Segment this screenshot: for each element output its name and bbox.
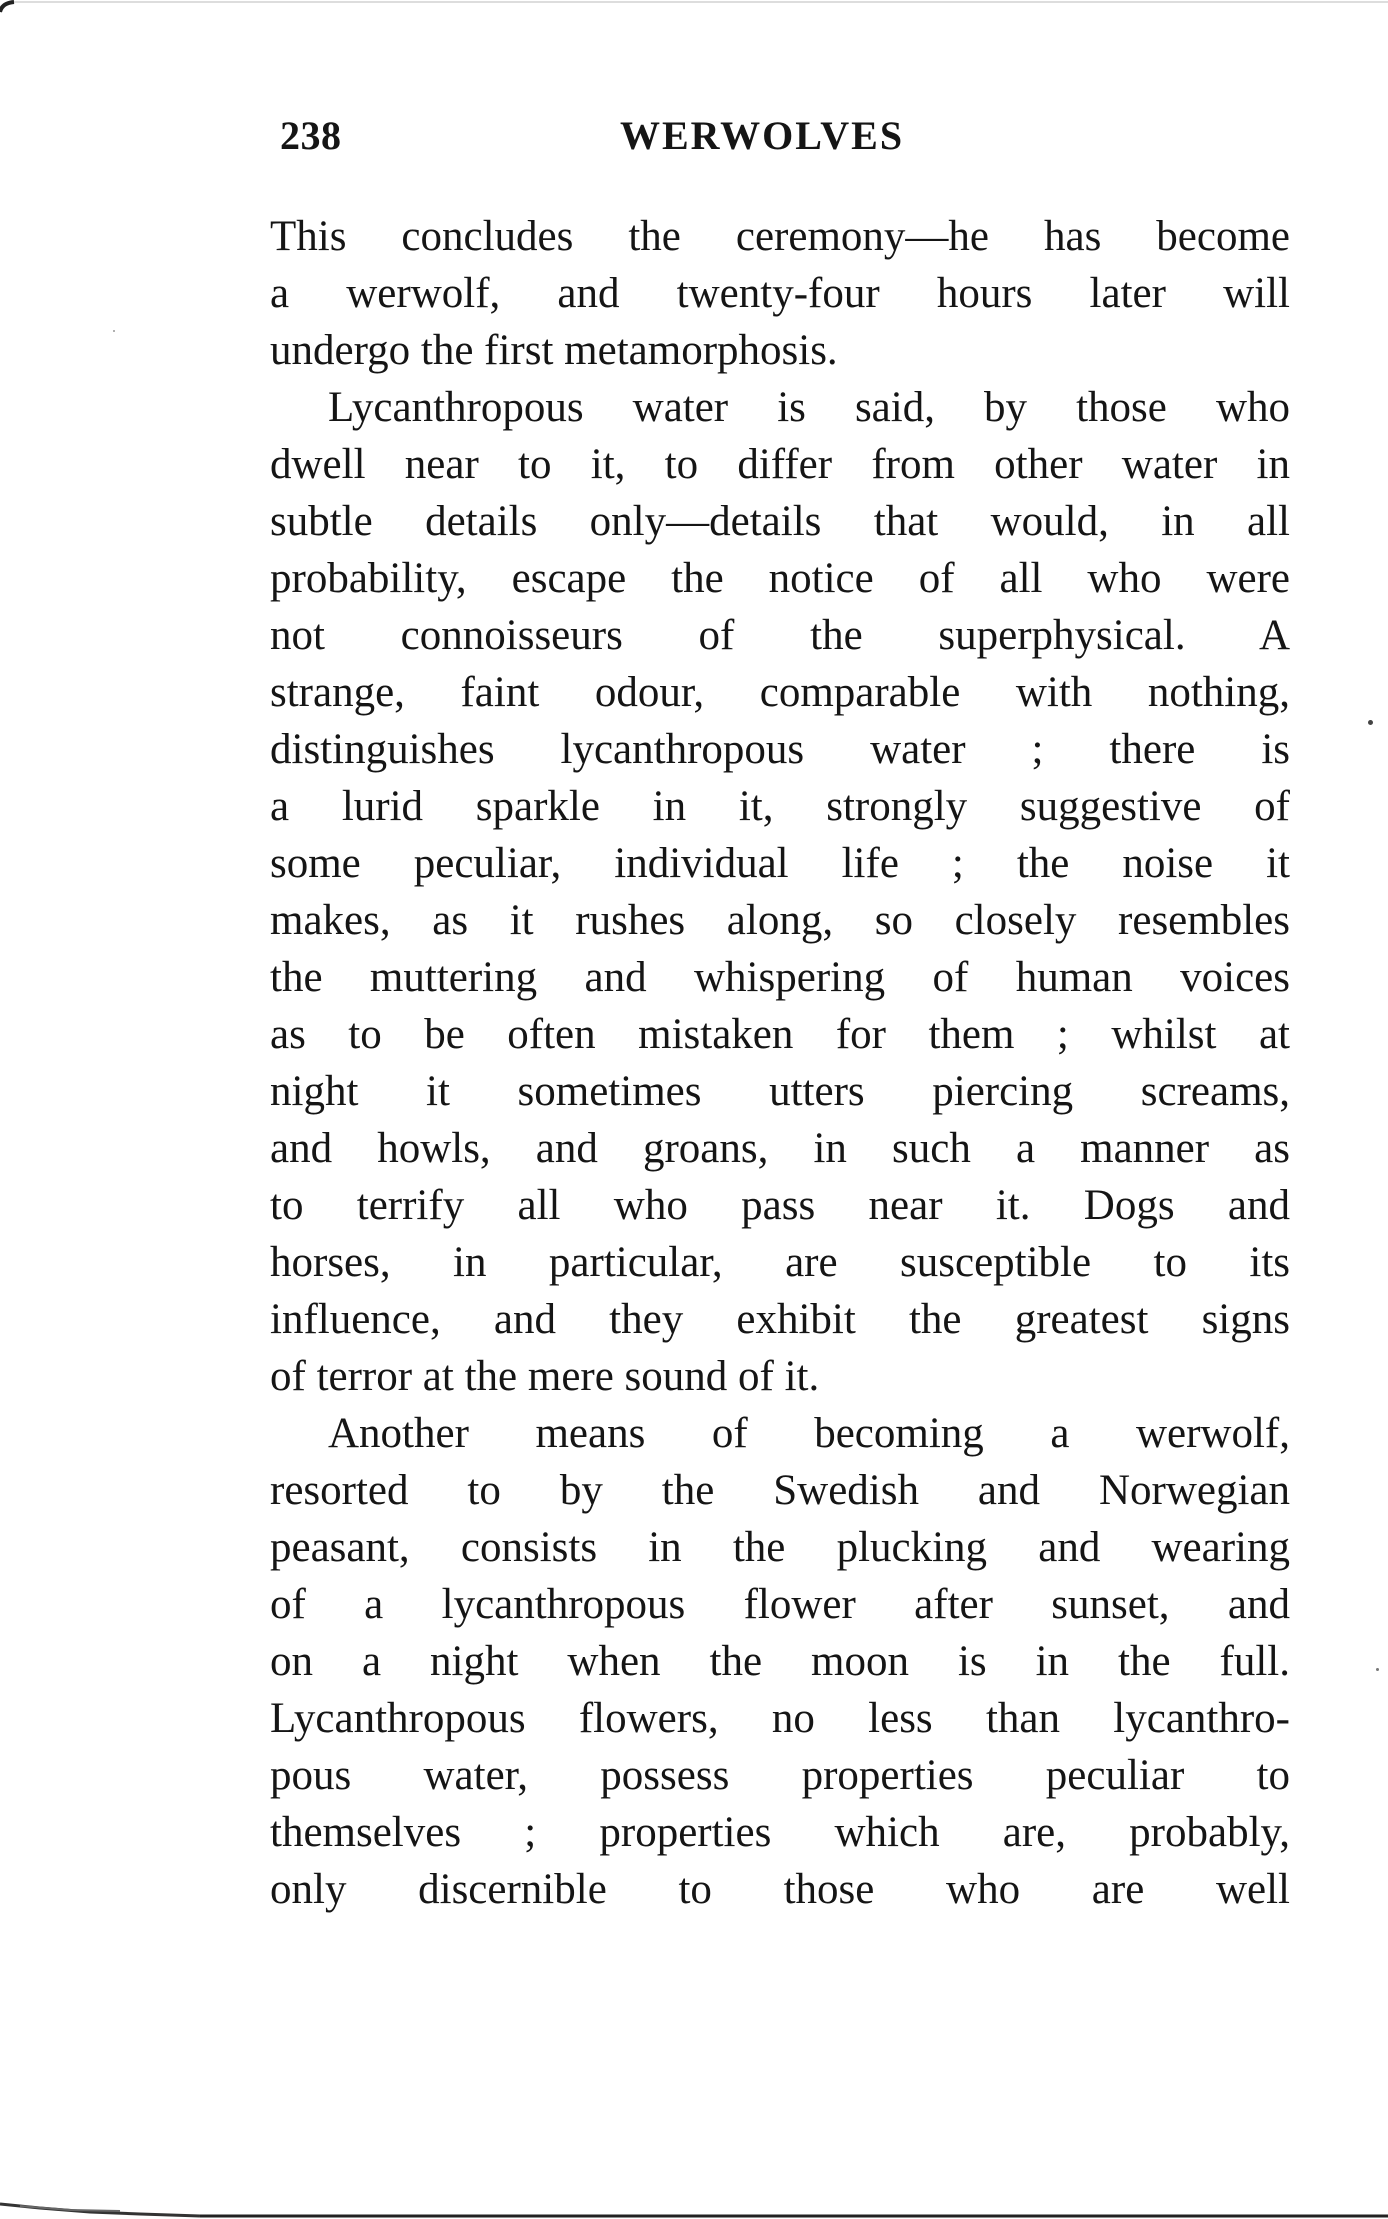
- text-line: of terror at the mere sound of it.: [270, 1353, 820, 1400]
- text-line: pous water, possess properties peculiar to: [270, 1752, 1290, 1799]
- text-line: Lycanthropous flowers, no less than lycanthro-: [270, 1695, 1290, 1742]
- page-edge-mark: [0, 0, 1388, 14]
- text-line: resorted to by the Swedish and Norwegian: [270, 1467, 1290, 1514]
- page-header: [280, 112, 1300, 172]
- text-line: themselves ; properties which are, probably,: [270, 1809, 1290, 1856]
- text-line: a lurid sparkle in it, strongly suggestive of: [270, 783, 1290, 830]
- scan-speck: [1376, 1668, 1379, 1671]
- text-line: not connoisseurs of the superphysical. A: [270, 612, 1290, 659]
- scan-speck: [113, 330, 115, 332]
- text-line: night it sometimes utters piercing screams,: [270, 1068, 1290, 1115]
- text-line: makes, as it rushes along, so closely resembles: [270, 897, 1290, 944]
- text-line: dwell near to it, to differ from other water in: [270, 441, 1290, 488]
- text-line: distinguishes lycanthropous water ; there is: [270, 726, 1290, 773]
- text-line: and howls, and groans, in such a manner as: [270, 1125, 1290, 1172]
- body-text: [270, 208, 1290, 1918]
- text-line: to terrify all who pass near it. Dogs and: [270, 1182, 1290, 1229]
- page-bottom-edge: [0, 2196, 1388, 2219]
- text-line: horses, in particular, are susceptible to its: [270, 1239, 1290, 1286]
- text-line: undergo the first metamorphosis.: [270, 327, 838, 374]
- text-line: only discernible to those who are well: [270, 1866, 1290, 1913]
- text-line: of a lycanthropous flower after sunset, and: [270, 1581, 1290, 1628]
- text-line: strange, faint odour, comparable with nothing,: [270, 669, 1290, 716]
- text-line: a werwolf, and twenty-four hours later will: [270, 270, 1290, 317]
- text-line: the muttering and whispering of human voices: [270, 954, 1290, 1001]
- text-line: some peculiar, individual life ; the noise it: [270, 840, 1290, 887]
- text-line: Another means of becoming a werwolf,: [328, 1410, 1290, 1457]
- text-line: probability, escape the notice of all who were: [270, 555, 1290, 602]
- scan-speck: [1368, 720, 1373, 725]
- page-number: 238: [280, 113, 342, 158]
- text-line: influence, and they exhibit the greatest signs: [270, 1296, 1290, 1343]
- text-line: on a night when the moon is in the full.: [270, 1638, 1290, 1685]
- running-title: WERWOLVES: [620, 113, 905, 158]
- text-line: as to be often mistaken for them ; whilst at: [270, 1011, 1290, 1058]
- text-line: subtle details only—details that would, in all: [270, 498, 1290, 545]
- text-line: Lycanthropous water is said, by those who: [328, 384, 1290, 431]
- text-line: peasant, consists in the plucking and wearing: [270, 1524, 1290, 1571]
- text-line: This concludes the ceremony—he has become: [270, 213, 1290, 260]
